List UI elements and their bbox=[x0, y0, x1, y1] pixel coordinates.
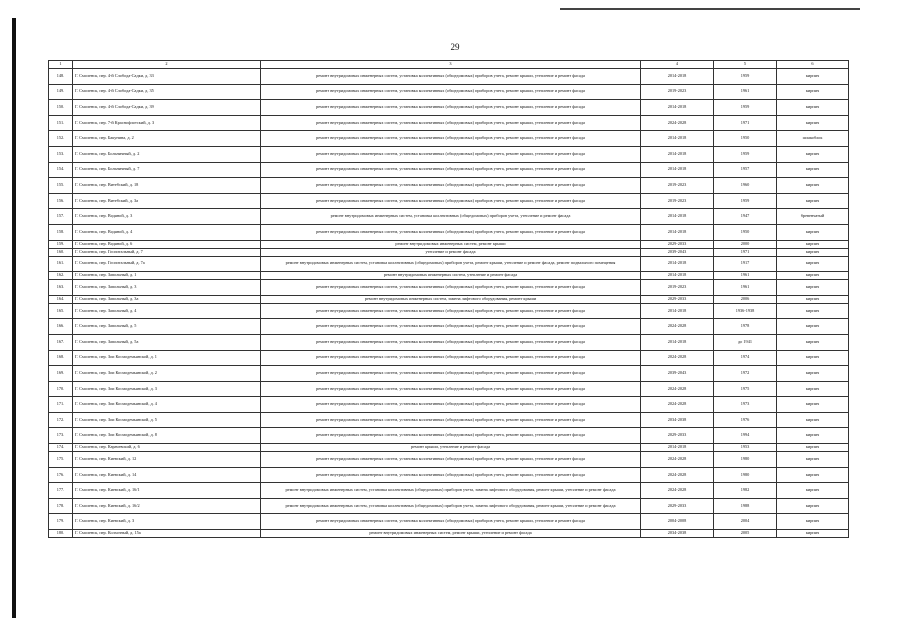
work-description-cell: ремонт внутридомовых инженерных систем, установка коллективных (общедомовых) приборов учета, ремонт крыши, утепление и ремонт фасада bbox=[261, 412, 641, 428]
build-year-cell: 2004 bbox=[714, 514, 777, 530]
build-year-cell: до 1941 bbox=[714, 334, 777, 350]
row-number: 152. bbox=[49, 131, 73, 147]
table-row bbox=[49, 498, 849, 514]
address-cell: Г. Смоленск, пер. Киевский, д. 14 bbox=[73, 467, 261, 483]
address-cell: Г. Смоленск, пер. Запольный, д. 1 bbox=[73, 272, 261, 280]
work-description-cell: ремонт внутридомовых инженерных систем, установка коллективных (общедомовых) приборов учета, ремонт крыши, утепление и ремонт фасада bbox=[261, 178, 641, 194]
wall-material-cell: кирпич bbox=[777, 530, 849, 538]
address-cell: Г. Смоленск, пер. Киевский, д. 3 bbox=[73, 514, 261, 530]
table-header-row bbox=[49, 61, 849, 69]
build-year-cell: 1961 bbox=[714, 272, 777, 280]
row-number: 151. bbox=[49, 115, 73, 131]
work-description-cell: ремонт внутридомовых инженерных систем, установка коллективных (общедомовых) приборов учета, ремонт крыши, утепление и ремонт фасада bbox=[261, 162, 641, 178]
repair-period-cell: 2014-2018 bbox=[641, 162, 714, 178]
work-description-cell: ремонт внутридомовых инженерных систем, установка коллективных (общедомовых) приборов учета, ремонт крыши, утепление и ремонт фасада bbox=[261, 115, 641, 131]
table-row bbox=[49, 209, 849, 225]
address-cell: Г. Смоленск, пер. Запольный, д. 4 bbox=[73, 303, 261, 319]
column-header: 3 bbox=[261, 61, 641, 69]
build-year-cell: 1950 bbox=[714, 131, 777, 147]
table-row bbox=[49, 69, 849, 85]
work-description-cell: утепление и ремонт фасада bbox=[261, 248, 641, 256]
work-description-cell: ремонт внутридомовых инженерных систем, установка коллективных (общедомовых) приборов учета, замена лифтового оборудования, ремонт крыши, утепление и ремонт фасада bbox=[261, 498, 641, 514]
build-year-cell: 1960 bbox=[714, 178, 777, 194]
repair-period-cell: 2019-2023 bbox=[641, 178, 714, 194]
work-description-cell: ремонт крыши, утепление и ремонт фасада bbox=[261, 444, 641, 452]
repair-period-cell: 2014-2018 bbox=[641, 224, 714, 240]
repair-period-cell: 2034-2038 bbox=[641, 530, 714, 538]
wall-material-cell: кирпич bbox=[777, 319, 849, 335]
row-number: 177. bbox=[49, 483, 73, 499]
repair-period-cell: 2014-2018 bbox=[641, 69, 714, 85]
column-header: 2 bbox=[73, 61, 261, 69]
work-description-cell: ремонт внутридомовых инженерных систем, установка коллективных (общедомовых) приборов учета, ремонт крыши, утепление и ремонт фасада, ремонт подвального помещения bbox=[261, 256, 641, 272]
row-number: 164. bbox=[49, 295, 73, 303]
row-number: 153. bbox=[49, 146, 73, 162]
row-number: 161. bbox=[49, 256, 73, 272]
row-number: 176. bbox=[49, 467, 73, 483]
work-description-cell: ремонт внутридомовых инженерных систем, установка коллективных (общедомовых) приборов учета, утепление и ремонт фасада bbox=[261, 209, 641, 225]
table-row bbox=[49, 295, 849, 303]
repair-period-cell: 2029-2033 bbox=[641, 240, 714, 248]
build-year-cell: 1959 bbox=[714, 146, 777, 162]
repair-period-cell: 2014-2018 bbox=[641, 444, 714, 452]
table-row bbox=[49, 224, 849, 240]
work-description-cell: ремонт внутридомовых инженерных систем, установка коллективных (общедомовых) приборов учета, ремонт крыши, утепление и ремонт фасада bbox=[261, 303, 641, 319]
column-header: 5 bbox=[714, 61, 777, 69]
row-number: 160. bbox=[49, 248, 73, 256]
row-number: 159. bbox=[49, 240, 73, 248]
row-number: 169. bbox=[49, 366, 73, 382]
row-number: 170. bbox=[49, 381, 73, 397]
work-description-cell: ремонт внутридомовых инженерных систем, ремонт крыши, утепление и ремонт фасада bbox=[261, 530, 641, 538]
row-number: 180. bbox=[49, 530, 73, 538]
work-description-cell: ремонт внутридомовых инженерных систем, ремонт крыши bbox=[261, 240, 641, 248]
build-year-cell: 2000 bbox=[714, 240, 777, 248]
address-cell: Г. Смоленск, пер. Витебский, д. 18 bbox=[73, 178, 261, 194]
work-description-cell: ремонт внутридомовых инженерных систем, замена лифтового оборудования, ремонт крыши bbox=[261, 295, 641, 303]
wall-material-cell: кирпич bbox=[777, 272, 849, 280]
address-cell: Г. Смоленск, пер. Зои Космодемьянской, д. 2 bbox=[73, 366, 261, 382]
table-row bbox=[49, 178, 849, 194]
wall-material-cell: кирпич bbox=[777, 295, 849, 303]
build-year-cell: 1978 bbox=[714, 319, 777, 335]
build-year-cell: 1959 bbox=[714, 100, 777, 116]
address-cell: Г. Смоленск, пер. Зои Космодемьянской, д. 4 bbox=[73, 397, 261, 413]
build-year-cell: 1957 bbox=[714, 162, 777, 178]
build-year-cell: 1980 bbox=[714, 467, 777, 483]
table-row bbox=[49, 240, 849, 248]
work-description-cell: ремонт внутридомовых инженерных систем, установка коллективных (общедомовых) приборов учета, ремонт крыши, утепление и ремонт фасада bbox=[261, 428, 641, 444]
table-row bbox=[49, 467, 849, 483]
row-number: 163. bbox=[49, 280, 73, 296]
repair-period-cell: 2024-2028 bbox=[641, 350, 714, 366]
work-description-cell: ремонт внутридомовых инженерных систем, установка коллективных (общедомовых) приборов учета, ремонт крыши, утепление и ремонт фасада bbox=[261, 381, 641, 397]
wall-material-cell: кирпич bbox=[777, 224, 849, 240]
repair-period-cell: 2024-2028 bbox=[641, 452, 714, 468]
work-description-cell: ремонт внутридомовых инженерных систем, установка коллективных (общедомовых) приборов учета, ремонт крыши, утепление и ремонт фасада bbox=[261, 452, 641, 468]
repair-period-cell: 2024-2028 bbox=[641, 115, 714, 131]
wall-material-cell: кирпич bbox=[777, 334, 849, 350]
wall-material-cell: кирпич bbox=[777, 452, 849, 468]
table-row bbox=[49, 452, 849, 468]
repair-period-cell: 2024-2028 bbox=[641, 397, 714, 413]
wall-material-cell: кирпич bbox=[777, 366, 849, 382]
row-number: 171. bbox=[49, 397, 73, 413]
address-cell: Г. Смоленск, пер. Зои Космодемьянской, д. 1 bbox=[73, 350, 261, 366]
repair-period-cell: 2019-2023 bbox=[641, 280, 714, 296]
row-number: 148. bbox=[49, 69, 73, 85]
table-row bbox=[49, 530, 849, 538]
wall-material-cell: шлакоблок bbox=[777, 131, 849, 147]
repair-period-cell: 2004-2008 bbox=[641, 514, 714, 530]
address-cell: Г. Смоленск, пер. Больничный, д. 7 bbox=[73, 162, 261, 178]
row-number: 168. bbox=[49, 350, 73, 366]
work-description-cell: ремонт внутридомовых инженерных систем, установка коллективных (общедомовых) приборов учета, ремонт крыши, утепление и ремонт фасада bbox=[261, 514, 641, 530]
repair-period-cell: 2034-2038 bbox=[641, 412, 714, 428]
wall-material-cell: кирпич bbox=[777, 397, 849, 413]
repair-period-cell: 2019-2023 bbox=[641, 193, 714, 209]
repair-period-cell: 2014-2018 bbox=[641, 146, 714, 162]
wall-material-cell: кирпич bbox=[777, 193, 849, 209]
table-row bbox=[49, 483, 849, 499]
work-description-cell: ремонт внутридомовых инженерных систем, установка коллективных (общедомовых) приборов учета, ремонт крыши, утепление и ремонт фасада bbox=[261, 319, 641, 335]
address-cell: Г. Смоленск, пер. Колхозный, д. 15а bbox=[73, 530, 261, 538]
address-cell: Г. Смоленск, пер. Запольный, д. 3а bbox=[73, 295, 261, 303]
repair-period-cell: 2029-2033 bbox=[641, 428, 714, 444]
wall-material-cell: кирпич bbox=[777, 303, 849, 319]
build-year-cell: 1950 bbox=[714, 224, 777, 240]
table-row bbox=[49, 303, 849, 319]
address-cell: Г. Смоленск, пер. Киевский, д. 12 bbox=[73, 452, 261, 468]
table-row bbox=[49, 412, 849, 428]
wall-material-cell: кирпич bbox=[777, 444, 849, 452]
row-number: 156. bbox=[49, 193, 73, 209]
repair-period-cell: 2024-2028 bbox=[641, 467, 714, 483]
build-year-cell: 1988 bbox=[714, 498, 777, 514]
address-cell: Г. Смоленск, пер. Больничный, д. 2 bbox=[73, 146, 261, 162]
work-description-cell: ремонт внутридомовых инженерных систем, установка коллективных (общедомовых) приборов учета, ремонт крыши, утепление и ремонт фасада bbox=[261, 193, 641, 209]
column-header: 4 bbox=[641, 61, 714, 69]
build-year-cell: 1959 bbox=[714, 69, 777, 85]
row-number: 150. bbox=[49, 100, 73, 116]
wall-material-cell: кирпич bbox=[777, 350, 849, 366]
build-year-cell: 1936-1938 bbox=[714, 303, 777, 319]
repair-period-cell: 2014-2018 bbox=[641, 272, 714, 280]
table-row bbox=[49, 366, 849, 382]
row-number: 173. bbox=[49, 428, 73, 444]
table-body bbox=[49, 69, 849, 538]
address-cell: Г. Смоленск, пер. Водяной, д. 3 bbox=[73, 209, 261, 225]
build-year-cell: 1976 bbox=[714, 412, 777, 428]
repair-period-cell: 2014-2018 bbox=[641, 303, 714, 319]
wall-material-cell: кирпич bbox=[777, 428, 849, 444]
work-description-cell: ремонт внутридомовых инженерных систем, установка коллективных (общедомовых) приборов учета, ремонт крыши, утепление и ремонт фасада bbox=[261, 350, 641, 366]
build-year-cell: 2006 bbox=[714, 295, 777, 303]
build-year-cell: 1959 bbox=[714, 193, 777, 209]
address-cell: Г. Смоленск, пер. Запольный, д. 5а bbox=[73, 334, 261, 350]
address-cell: Г. Смоленск, пер. Госпитальный, д. 7 bbox=[73, 248, 261, 256]
work-description-cell: ремонт внутридомовых инженерных систем, установка коллективных (общедомовых) приборов учета, ремонт крыши, утепление и ремонт фасада bbox=[261, 224, 641, 240]
address-cell: Г. Смоленск, пер. Зои Космодемьянской, д. 3 bbox=[73, 381, 261, 397]
table-row bbox=[49, 146, 849, 162]
build-year-cell: 1975 bbox=[714, 381, 777, 397]
wall-material-cell: кирпич bbox=[777, 162, 849, 178]
table-row bbox=[49, 248, 849, 256]
build-year-cell: 1971 bbox=[714, 115, 777, 131]
repair-period-cell: 2029-2033 bbox=[641, 295, 714, 303]
table-row bbox=[49, 193, 849, 209]
row-number: 149. bbox=[49, 84, 73, 100]
work-description-cell: ремонт внутридомовых инженерных систем, установка коллективных (общедомовых) приборов учета, ремонт крыши, утепление и ремонт фасада bbox=[261, 334, 641, 350]
row-number: 175. bbox=[49, 452, 73, 468]
build-year-cell: 1973 bbox=[714, 397, 777, 413]
table-row bbox=[49, 350, 849, 366]
row-number: 157. bbox=[49, 209, 73, 225]
repair-period-cell: 2039-2043 bbox=[641, 248, 714, 256]
build-year-cell: 1961 bbox=[714, 84, 777, 100]
wall-material-cell: бревенчатый bbox=[777, 209, 849, 225]
repair-period-cell: 2014-2018 bbox=[641, 100, 714, 116]
table-row bbox=[49, 444, 849, 452]
repair-period-cell: 2039-2043 bbox=[641, 366, 714, 382]
build-year-cell: 1961 bbox=[714, 280, 777, 296]
address-cell: Г. Смоленск, пер. Зои Космодемьянской, д. 5 bbox=[73, 412, 261, 428]
address-cell: Г. Смоленск, пер. Запольный, д. 5 bbox=[73, 319, 261, 335]
row-number: 178. bbox=[49, 498, 73, 514]
table-row bbox=[49, 514, 849, 530]
repair-period-cell: 2024-2028 bbox=[641, 483, 714, 499]
table-row bbox=[49, 397, 849, 413]
row-number: 165. bbox=[49, 303, 73, 319]
build-year-cell: 1972 bbox=[714, 366, 777, 382]
row-number: 162. bbox=[49, 272, 73, 280]
row-number: 166. bbox=[49, 319, 73, 335]
build-year-cell: 1971 bbox=[714, 248, 777, 256]
address-cell: Г. Смоленск, пер. 7-й Краснофлотский, д. 3 bbox=[73, 115, 261, 131]
top-rule bbox=[560, 8, 860, 10]
housing-repair-table bbox=[48, 60, 849, 538]
wall-material-cell: кирпич bbox=[777, 514, 849, 530]
address-cell: Г. Смоленск, пер. Водяной, д. 4 bbox=[73, 224, 261, 240]
table-row bbox=[49, 381, 849, 397]
build-year-cell: 1994 bbox=[714, 428, 777, 444]
wall-material-cell: кирпич bbox=[777, 146, 849, 162]
repair-period-cell: 2029-2033 bbox=[641, 498, 714, 514]
work-description-cell: ремонт внутридомовых инженерных систем, установка коллективных (общедомовых) приборов учета, замена лифтового оборудования, ремонт крыши, утепление и ремонт фасада bbox=[261, 483, 641, 499]
work-description-cell: ремонт внутридомовых инженерных систем, установка коллективных (общедомовых) приборов учета, ремонт крыши, утепление и ремонт фасада bbox=[261, 146, 641, 162]
address-cell: Г. Смоленск, пер. Запольный, д. 3 bbox=[73, 280, 261, 296]
wall-material-cell: кирпич bbox=[777, 256, 849, 272]
address-cell: Г. Смоленск, пер. Госпитальный, д. 7а bbox=[73, 256, 261, 272]
wall-material-cell: кирпич bbox=[777, 498, 849, 514]
work-description-cell: ремонт внутридомовых инженерных систем, установка коллективных (общедомовых) приборов учета, ремонт крыши, утепление и ремонт фасада bbox=[261, 84, 641, 100]
work-description-cell: ремонт внутридомовых инженерных систем, установка коллективных (общедомовых) приборов учета, ремонт крыши, утепление и ремонт фасада bbox=[261, 100, 641, 116]
address-cell: Г. Смоленск, пер. Карачевский, д. 6 bbox=[73, 444, 261, 452]
work-description-cell: ремонт внутридомовых инженерных систем, установка коллективных (общедомовых) приборов учета, ремонт крыши, утепление и ремонт фасада bbox=[261, 397, 641, 413]
table-row bbox=[49, 100, 849, 116]
work-description-cell: ремонт внутридомовых инженерных систем, установка коллективных (общедомовых) приборов учета, ремонт крыши, утепление и ремонт фасада bbox=[261, 69, 641, 85]
repair-period-cell: 2024-2028 bbox=[641, 319, 714, 335]
repair-period-cell: 2014-2018 bbox=[641, 256, 714, 272]
table-row bbox=[49, 272, 849, 280]
table-row bbox=[49, 280, 849, 296]
repair-period-cell: 2019-2023 bbox=[641, 84, 714, 100]
repair-period-cell: 2014-2018 bbox=[641, 209, 714, 225]
build-year-cell: 2005 bbox=[714, 530, 777, 538]
row-number: 174. bbox=[49, 444, 73, 452]
repair-period-cell: 2024-2028 bbox=[641, 381, 714, 397]
build-year-cell: 1953 bbox=[714, 444, 777, 452]
work-description-cell: ремонт внутридомовых инженерных систем, установка коллективных (общедомовых) приборов учета, ремонт крыши, утепление и ремонт фасада bbox=[261, 366, 641, 382]
row-number: 158. bbox=[49, 224, 73, 240]
wall-material-cell: кирпич bbox=[777, 115, 849, 131]
column-header: 6 bbox=[777, 61, 849, 69]
wall-material-cell: кирпич bbox=[777, 280, 849, 296]
table-row bbox=[49, 319, 849, 335]
row-number: 179. bbox=[49, 514, 73, 530]
address-cell: Г. Смоленск, пер. Водяной, д. 6 bbox=[73, 240, 261, 248]
row-number: 155. bbox=[49, 178, 73, 194]
build-year-cell: 1980 bbox=[714, 452, 777, 468]
work-description-cell: ремонт внутридомовых инженерных систем, установка коллективных (общедомовых) приборов учета, ремонт крыши, утепление и ремонт фасада bbox=[261, 467, 641, 483]
table-row bbox=[49, 162, 849, 178]
wall-material-cell: кирпич bbox=[777, 84, 849, 100]
table-row bbox=[49, 84, 849, 100]
work-description-cell: ремонт внутридомовых инженерных систем, установка коллективных (общедомовых) приборов учета, ремонт крыши, утепление и ремонт фасада bbox=[261, 131, 641, 147]
work-description-cell: ремонт внутридомовых инженерных систем, утепление и ремонт фасада bbox=[261, 272, 641, 280]
build-year-cell: 1917 bbox=[714, 256, 777, 272]
address-cell: Г. Смоленск, пер. 4-й Слобода-Садки, д. 39 bbox=[73, 100, 261, 116]
address-cell: Г. Смоленск, пер. Зои Космодемьянской, д. 8 bbox=[73, 428, 261, 444]
table-row bbox=[49, 131, 849, 147]
left-margin-bar bbox=[12, 18, 16, 618]
column-header: 1 bbox=[49, 61, 73, 69]
address-cell: Г. Смоленск, пер. 4-й Слобода-Садки, д. 35 bbox=[73, 84, 261, 100]
wall-material-cell: кирпич bbox=[777, 381, 849, 397]
row-number: 154. bbox=[49, 162, 73, 178]
repair-period-cell: 2014-2018 bbox=[641, 131, 714, 147]
row-number: 172. bbox=[49, 412, 73, 428]
table-row bbox=[49, 256, 849, 272]
wall-material-cell: кирпич bbox=[777, 69, 849, 85]
build-year-cell: 1974 bbox=[714, 350, 777, 366]
wall-material-cell: кирпич bbox=[777, 178, 849, 194]
wall-material-cell: кирпич bbox=[777, 248, 849, 256]
wall-material-cell: кирпич bbox=[777, 240, 849, 248]
work-description-cell: ремонт внутридомовых инженерных систем, установка коллективных (общедомовых) приборов учета, ремонт крыши, утепление и ремонт фасада bbox=[261, 280, 641, 296]
address-cell: Г. Смоленск, пер. 4-й Слобода-Садки, д. 33 bbox=[73, 69, 261, 85]
build-year-cell: 1947 bbox=[714, 209, 777, 225]
table-row bbox=[49, 334, 849, 350]
wall-material-cell: кирпич bbox=[777, 100, 849, 116]
wall-material-cell: кирпич bbox=[777, 467, 849, 483]
wall-material-cell: кирпич bbox=[777, 412, 849, 428]
address-cell: Г. Смоленск, пер. Витебский, д. 3а bbox=[73, 193, 261, 209]
row-number: 167. bbox=[49, 334, 73, 350]
build-year-cell: 1982 bbox=[714, 483, 777, 499]
address-cell: Г. Смоленск, пер. Киевский, д. 16/1 bbox=[73, 483, 261, 499]
page-number: 29 bbox=[450, 42, 460, 52]
table-row bbox=[49, 115, 849, 131]
address-cell: Г. Смоленск, пер. Бакунина, д. 2 bbox=[73, 131, 261, 147]
address-cell: Г. Смоленск, пер. Киевский, д. 16/2 bbox=[73, 498, 261, 514]
wall-material-cell: кирпич bbox=[777, 483, 849, 499]
table-row bbox=[49, 428, 849, 444]
repair-period-cell: 2014-2018 bbox=[641, 334, 714, 350]
